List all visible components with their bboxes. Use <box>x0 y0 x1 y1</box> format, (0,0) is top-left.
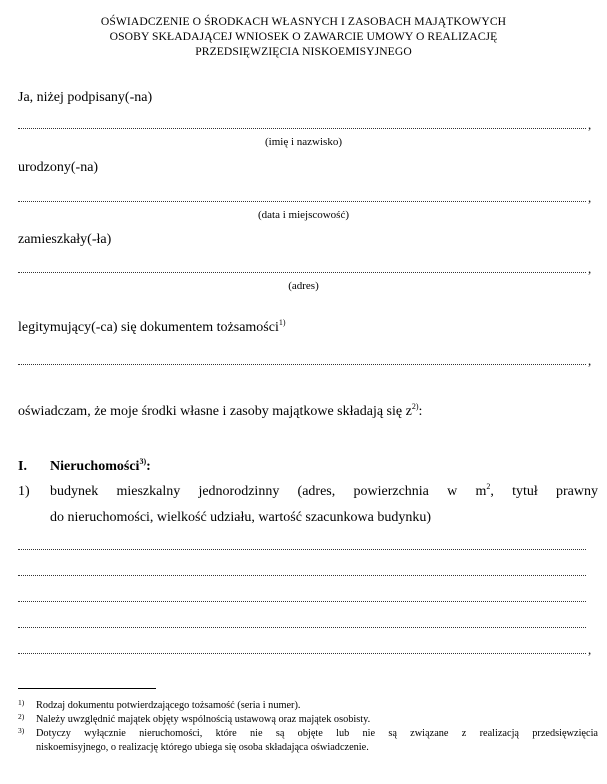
birth-caption: (data i miejscowość) <box>257 209 350 221</box>
footnote-1-number: 1) <box>18 698 25 707</box>
footnote-ref-3: 3) <box>139 457 147 466</box>
id-document-field[interactable] <box>18 364 586 365</box>
address-field[interactable] <box>18 272 586 273</box>
born-label: urodzony(-na) <box>18 160 99 175</box>
title-line-2: OSOBY SKŁADAJĄCEJ WNIOSEK O ZAWARCIE UMOWY O REALIZACJĘ <box>109 30 498 43</box>
section-colon: : <box>146 459 151 474</box>
property-line-4[interactable] <box>18 627 586 628</box>
resident-label: zamieszkały(-ła) <box>18 232 112 247</box>
declaration-text: oświadczam, że moje środki własne i zasoby majątkowe składają się z <box>18 404 412 419</box>
birth-field[interactable] <box>18 201 586 202</box>
footnote-2-number: 2) <box>18 712 25 721</box>
document-title <box>0 14 607 59</box>
section-title-text: Nieruchomości <box>50 459 140 474</box>
title-line-3: PRZEDSIĘWZIĘCIA NISKOEMISYJNEGO <box>195 45 412 58</box>
item-line-1 <box>50 484 598 500</box>
title-line-1: OŚWIADCZENIE O ŚRODKACH WŁASNYCH I ZASOBACH MAJĄTKOWYCH <box>100 15 507 28</box>
declaration <box>18 404 422 420</box>
footnote-ref-1: 1) <box>278 318 286 327</box>
footnote-3-number: 3) <box>18 726 25 735</box>
section-title <box>50 459 151 475</box>
property-line-3[interactable] <box>18 601 586 602</box>
property-line-5[interactable] <box>18 653 586 654</box>
property-line-1[interactable] <box>18 549 586 550</box>
footnote-3-line-2: niskoemisyjnego, o realizację którego ubiega się osoba składająca oświadczenie. <box>36 742 369 753</box>
address-caption: (adres) <box>288 280 319 292</box>
name-field[interactable] <box>18 128 586 129</box>
name-caption: (imię i nazwisko) <box>265 136 342 148</box>
item-line-2: do nieruchomości, wielkość udziału, wartość szacunkowa budynku) <box>50 510 432 525</box>
name-comma: , <box>588 117 592 132</box>
footnote-3-line-1: Dotyczy wyłącznie nieruchomości, które nie są objęte lub nie są związane z realizacją przedsięwzięcia <box>36 728 598 739</box>
item-line-1-b: , tytuł prawny <box>490 484 599 499</box>
declaration-colon: : <box>418 404 423 419</box>
footnote-2-text: Należy uwzględnić majątek objęty wspólnością ustawową oraz majątek osobisty. <box>36 714 371 725</box>
footnote-ref-2: 2) <box>411 402 419 411</box>
section-number: I. <box>18 459 27 474</box>
birth-comma: , <box>588 190 592 205</box>
property-line-2[interactable] <box>18 575 586 576</box>
id-label <box>18 320 286 336</box>
item-number: 1) <box>18 484 30 499</box>
id-comma: , <box>588 353 592 368</box>
address-comma: , <box>588 261 592 276</box>
squared-sup: 2 <box>486 482 491 491</box>
item-line-1-a: budynek mieszkalny jednorodzinny (adres, powierzchnia w m <box>50 484 487 499</box>
footnote-1-text: Rodzaj dokumentu potwierdzającego tożsamość (seria i numer). <box>36 700 301 711</box>
footnote-separator <box>18 688 156 689</box>
property-comma: , <box>588 642 592 657</box>
signed-label: Ja, niżej podpisany(-na) <box>18 90 153 105</box>
id-label-text: legitymujący(-ca) się dokumentem tożsamości <box>18 320 279 335</box>
